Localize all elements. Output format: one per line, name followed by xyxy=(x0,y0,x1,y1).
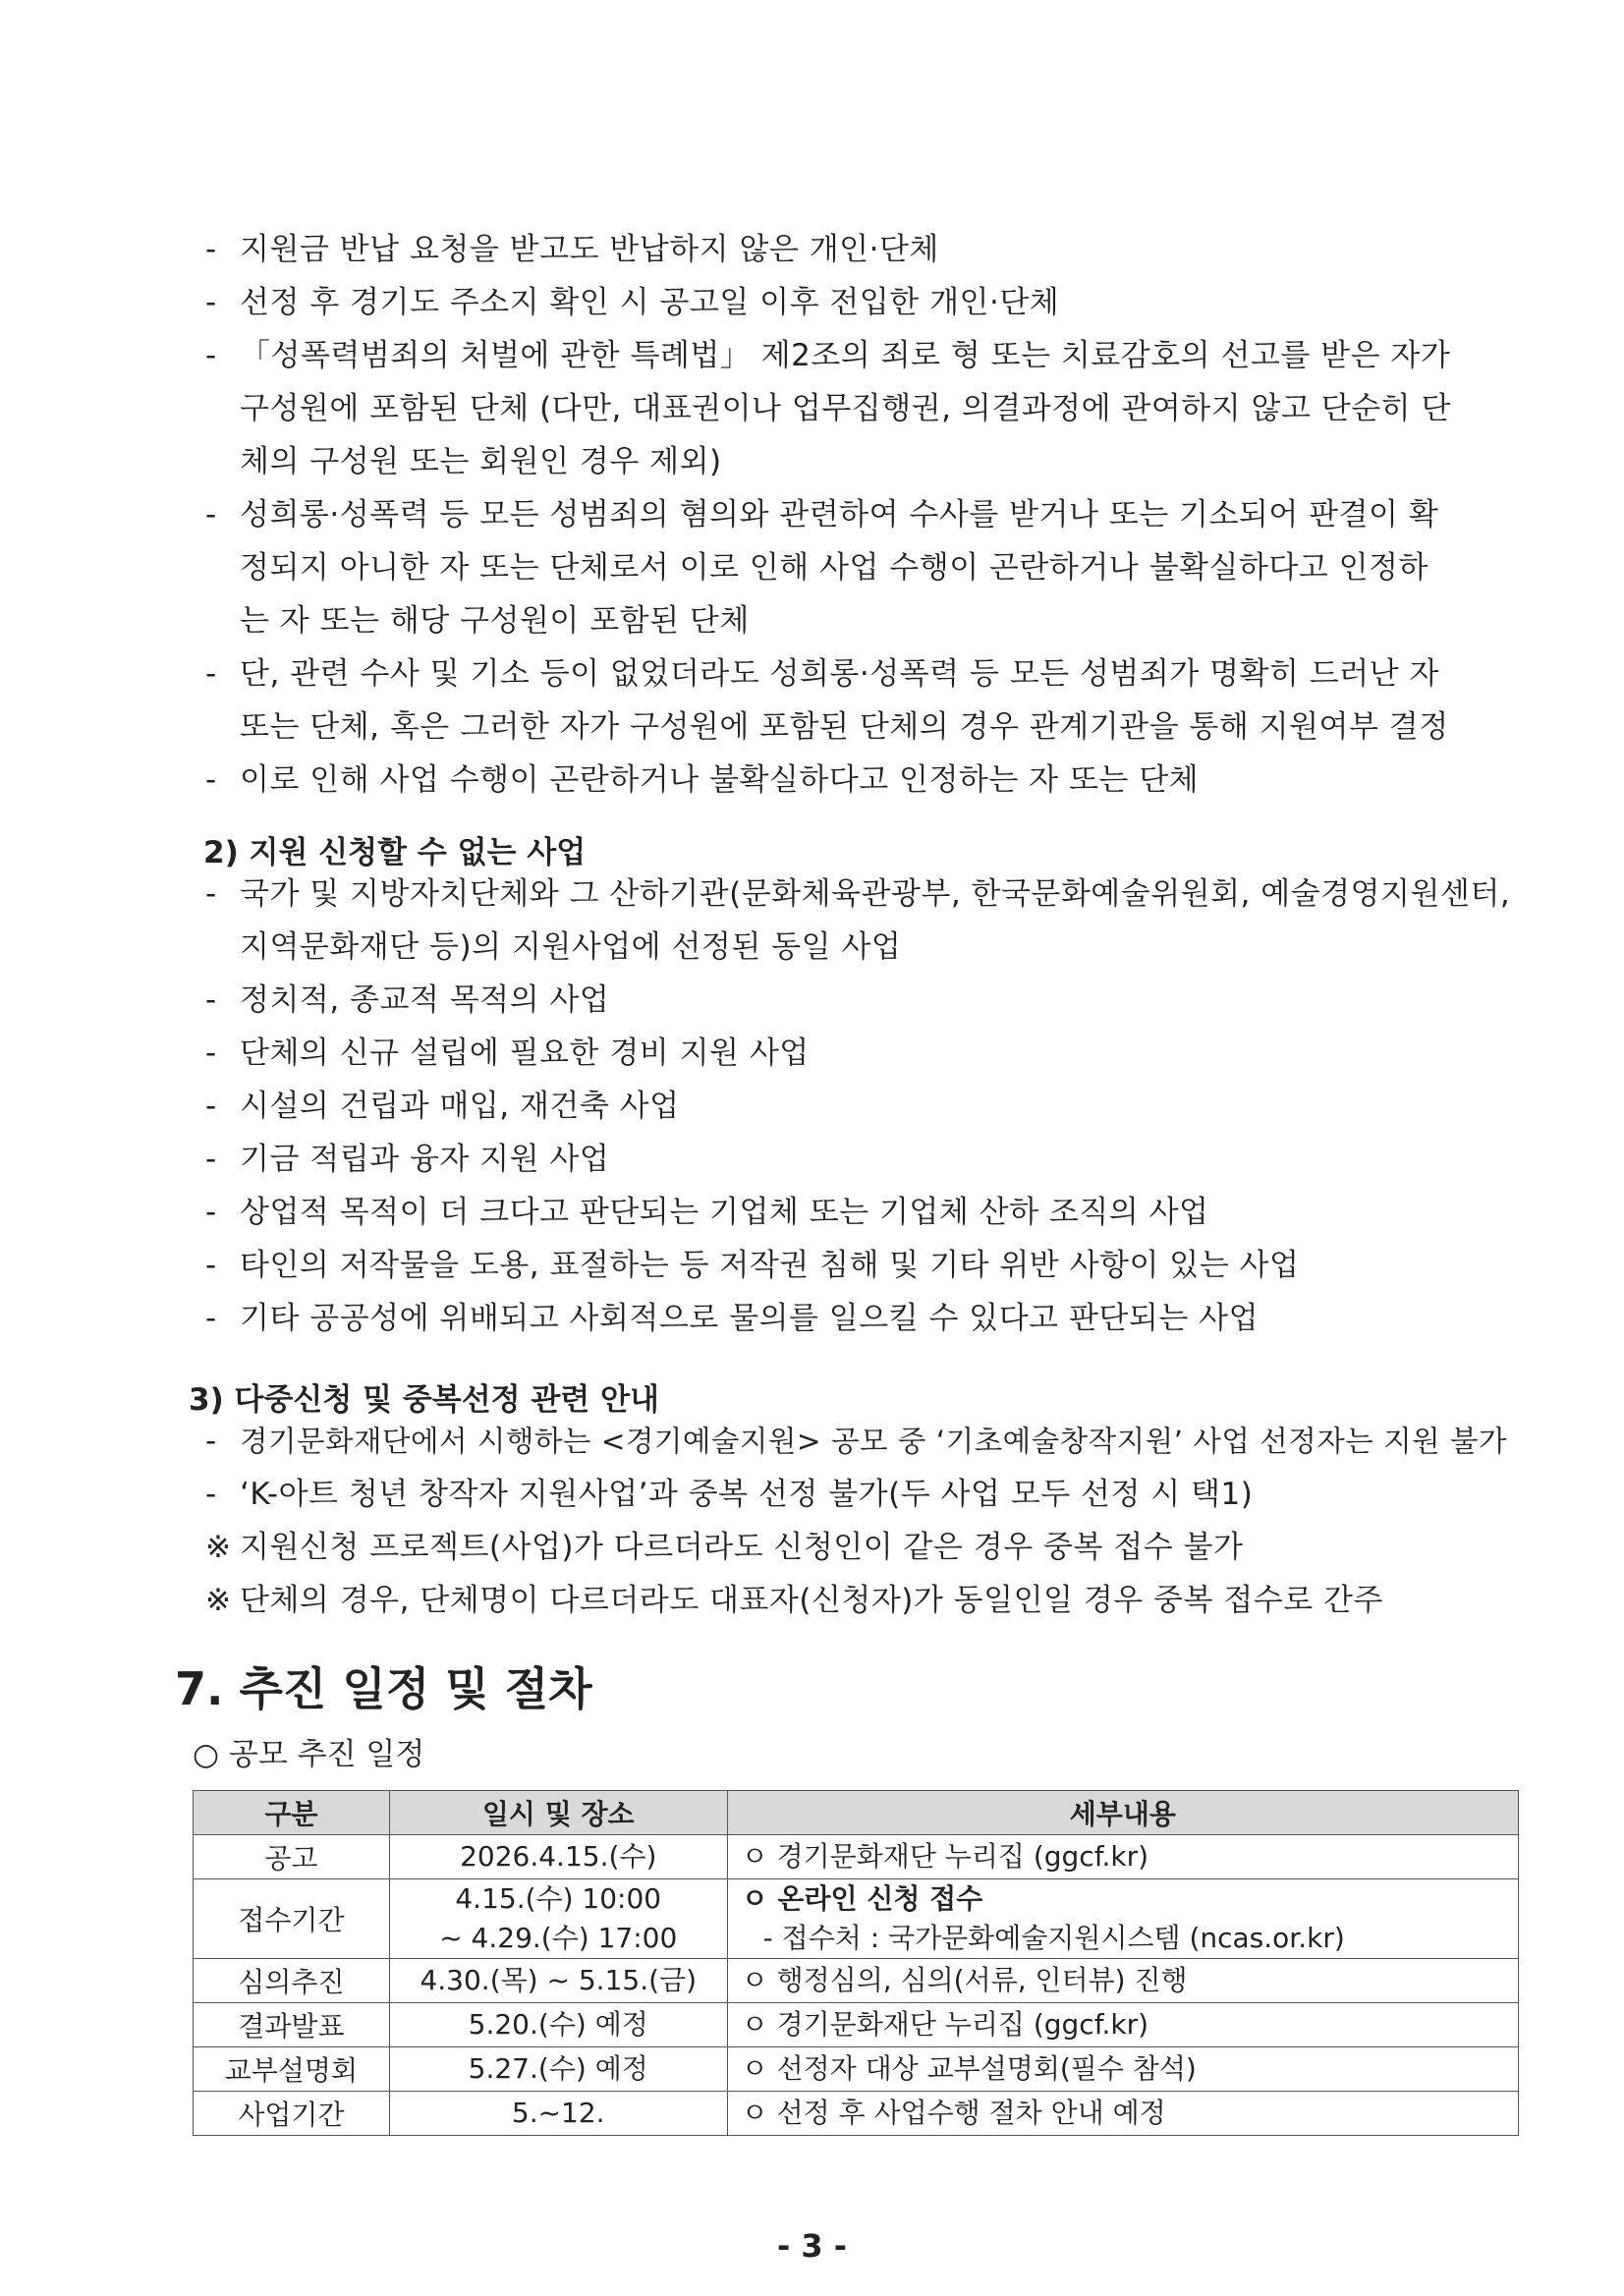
list-item-line: 시설의 건립과 매입, 재건축 사업 xyxy=(240,1089,680,1124)
detail-main: ㅇ 선정 후 사업수행 절차 안내 예정 xyxy=(741,2097,1166,2129)
table-row xyxy=(194,2047,1519,2092)
date-line: 4.15.(수) 10:00 xyxy=(455,1882,662,1915)
list-dash: - xyxy=(205,1089,217,1124)
list-item-line: ‘K-아트 청년 창작자 지원사업’과 중복 선정 불가(두 사업 모두 선정 시 택1) xyxy=(240,1477,1254,1512)
detail-main: ㅇ 온라인 신청 접수 xyxy=(741,1882,983,1915)
list-dash: - xyxy=(205,232,217,267)
table-row xyxy=(194,2092,1519,2136)
table-row xyxy=(194,1879,1519,1959)
detail-main: ㅇ 선정자 대상 교부설명회(필수 참석) xyxy=(741,2052,1197,2085)
cell-detail xyxy=(727,2047,1518,2092)
list-item-line: 이로 인해 사업 수행이 곤란하거나 불확실하다고 인정하는 자 또는 단체 xyxy=(240,762,1200,798)
list-item-line: 구성원에 포함된 단체 (다만, 대표권이나 업무집행권, 의결과정에 관여하지 않고 단순히 단 xyxy=(240,391,1451,426)
detail-main: ㅇ 경기문화재단 누리집 (ggcf.kr) xyxy=(741,2008,1149,2041)
cell-detail xyxy=(727,1959,1518,2003)
cell-date-place xyxy=(389,2092,727,2136)
cell-date-place xyxy=(389,2047,727,2092)
cell-category: 심의추진 xyxy=(194,1959,390,2003)
table-row xyxy=(194,1959,1519,2003)
list-dash: - xyxy=(205,1248,217,1283)
list-dash: - xyxy=(205,1477,217,1512)
table-header-row xyxy=(194,1791,1519,1835)
list-item-line: 지원신청 프로젝트(사업)가 다르더라도 신청인이 같은 경우 중복 접수 불가 xyxy=(240,1530,1244,1565)
list-item-line: 정치적, 종교적 목적의 사업 xyxy=(240,982,610,1018)
cell-date-place xyxy=(389,1959,727,2003)
list-item-line: 선정 후 경기도 주소지 확인 시 공고일 이후 전입한 개인·단체 xyxy=(240,285,1060,320)
date-line: 4.30.(목) ~ 5.15.(금) xyxy=(420,1964,697,1996)
list-dash: - xyxy=(205,1301,217,1336)
list-item-line: 타인의 저작물을 도용, 표절하는 등 저작권 침해 및 기타 위반 사항이 있는 사업 xyxy=(240,1248,1300,1283)
list-item-line: 단체의 신규 설립에 필요한 경비 지원 사업 xyxy=(240,1036,810,1071)
date-line: ~ 4.29.(수) 17:00 xyxy=(439,1922,678,1954)
list-item-line: 단, 관련 수사 및 기소 등이 없었더라도 성희롱·성폭력 등 모든 성범죄가 명확히 드러난 자 xyxy=(240,656,1439,692)
cell-category: 사업기간 xyxy=(194,2092,390,2136)
cell-date-place xyxy=(389,2003,727,2047)
list-dash: - xyxy=(205,982,217,1018)
date-line: 5.~12. xyxy=(511,2097,605,2129)
cell-detail xyxy=(727,2003,1518,2047)
cell-date-place xyxy=(389,1835,727,1879)
list-item-line: 경기문화재단에서 시행하는 <경기예술지원> 공모 중 ‘기초예술창작지원’ 사업 선정자는 지원 불가 xyxy=(240,1425,1507,1458)
cell-detail xyxy=(727,1835,1518,1879)
detail-main: ㅇ 행정심의, 심의(서류, 인터뷰) 진행 xyxy=(741,1964,1188,1996)
list-item-line: 정되지 아니한 자 또는 단체로서 이로 인해 사업 수행이 곤란하거나 불확실하다고 인정하 xyxy=(240,550,1428,586)
list-item-line: 성희롱·성폭력 등 모든 성범죄의 혐의와 관련하여 수사를 받거나 또는 기소되어 판결이 확 xyxy=(240,497,1439,532)
list-dash: - xyxy=(205,656,217,692)
schedule-subheading: ○ 공모 추진 일정 xyxy=(193,1737,425,1772)
list-dash: - xyxy=(205,1424,217,1459)
cell-category: 교부설명회 xyxy=(194,2047,390,2092)
list-item-line: 국가 및 지방자치단체와 그 산하기관(문화체육관광부, 한국문화예술위원회, 예술경영지원센터, xyxy=(240,876,1511,912)
table-row xyxy=(194,1835,1519,1879)
date-line: 2026.4.15.(수) xyxy=(460,1840,657,1873)
cell-detail xyxy=(727,2092,1518,2136)
list-dash: - xyxy=(205,1036,217,1071)
note-mark: ※ xyxy=(205,1530,231,1565)
list-item-line: 체의 구성원 또는 회원인 경우 제외) xyxy=(240,444,722,479)
header-date-place: 일시 및 장소 xyxy=(389,1791,727,1835)
list-item-line: 「성폭력범죄의 처벌에 관한 특례법」 제2조의 죄로 형 또는 치료감호의 선고를 받은 자가 xyxy=(240,338,1451,373)
list-dash: - xyxy=(205,285,217,320)
header-detail: 세부내용 xyxy=(727,1791,1518,1835)
list-item-line: 는 자 또는 해당 구성원이 포함된 단체 xyxy=(240,603,750,639)
list-item-line: 기금 적립과 융자 지원 사업 xyxy=(240,1142,610,1177)
list-item-line: 지원금 반납 요청을 받고도 반납하지 않은 개인·단체 xyxy=(240,232,939,267)
list-item-line: 또는 단체, 혹은 그러한 자가 구성원에 포함된 단체의 경우 관계기관을 통해 지원여부 결정 xyxy=(240,709,1449,745)
list-item-line: 기타 공공성에 위배되고 사회적으로 물의를 일으킬 수 있다고 판단되는 사업 xyxy=(240,1301,1260,1336)
date-line: 5.20.(수) 예정 xyxy=(468,2008,648,2041)
section-7-heading: 7. 추진 일정 및 절차 xyxy=(175,1662,592,1715)
page-number: - 3 - xyxy=(776,2227,848,2265)
cell-category: 공고 xyxy=(194,1835,390,1879)
subsection-2-heading: 2) 지원 신청할 수 없는 사업 xyxy=(203,835,587,870)
list-dash: - xyxy=(205,1195,217,1230)
list-dash: - xyxy=(205,497,217,532)
subsection-3-heading: 3) 다중신청 및 중복선정 관련 안내 xyxy=(189,1382,659,1418)
list-dash: - xyxy=(205,338,217,373)
cell-date-place xyxy=(389,1879,727,1959)
list-item-line: 지역문화재단 등)의 지원사업에 선정된 동일 사업 xyxy=(240,929,902,965)
list-dash: - xyxy=(205,876,217,912)
date-line: 5.27.(수) 예정 xyxy=(468,2052,648,2085)
detail-sub: - 접수처 : 국가문화예술지원시스템 (ncas.or.kr) xyxy=(762,1922,1345,1954)
table-row xyxy=(194,2003,1519,2047)
list-item-line: 상업적 목적이 더 크다고 판단되는 기업체 또는 기업체 산하 조직의 사업 xyxy=(240,1195,1209,1230)
cell-category: 접수기간 xyxy=(194,1879,390,1959)
cell-detail xyxy=(727,1879,1518,1959)
list-dash: - xyxy=(205,1142,217,1177)
list-item-line: 단체의 경우, 단체명이 다르더라도 대표자(신청자)가 동일인일 경우 중복 접수로 간주 xyxy=(240,1583,1383,1618)
schedule-table xyxy=(193,1790,1519,2136)
note-mark: ※ xyxy=(205,1583,231,1618)
detail-main: ㅇ 경기문화재단 누리집 (ggcf.kr) xyxy=(741,1840,1149,1873)
list-dash: - xyxy=(205,762,217,798)
cell-category: 결과발표 xyxy=(194,2003,390,2047)
header-category: 구분 xyxy=(194,1791,390,1835)
